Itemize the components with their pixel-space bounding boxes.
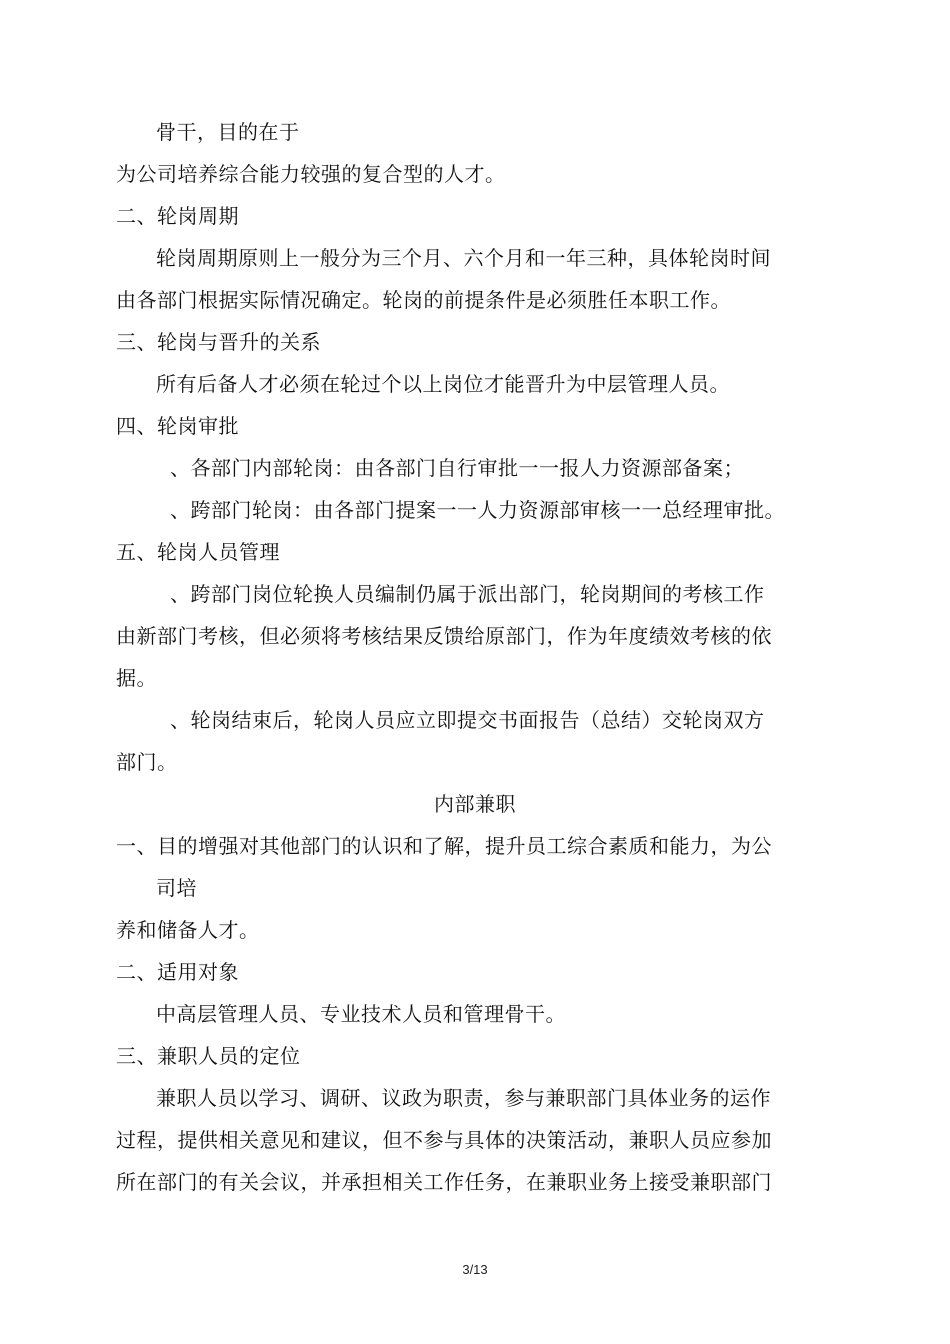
section-heading: 三、轮岗与晋升的关系 (116, 330, 321, 354)
paragraph-line: 轮岗周期原则上一般分为三个月、六个月和一年三种，具体轮岗时间 (156, 246, 771, 270)
paragraph-line: 所有后备人才必须在轮过个以上岗位才能晋升为中层管理人员。 (156, 372, 730, 396)
paragraph-line: 为公司培养综合能力较强的复合型的人才。 (116, 162, 506, 186)
paragraph-line: 养和储备人才。 (116, 918, 260, 942)
page-number: 3/13 (462, 1262, 488, 1277)
paragraph-line: 骨干，目的在于 (156, 120, 300, 144)
section-heading: 二、适用对象 (116, 960, 239, 984)
paragraph-line: 由各部门根据实际情况确定。轮岗的前提条件是必须胜任本职工作。 (116, 288, 731, 312)
paragraph-line: 过程，提供相关意见和建议，但不参与具体的决策活动，兼职人员应参加 (116, 1128, 772, 1152)
paragraph-line: 所在部门的有关会议，并承担相关工作任务，在兼职业务上接受兼职部门 (116, 1170, 772, 1194)
paragraph-line: 由新部门考核，但必须将考核结果反馈给原部门，作为年度绩效考核的依 (116, 624, 772, 648)
section-heading: 二、轮岗周期 (116, 204, 239, 228)
paragraph-line: 兼职人员以学习、调研、议政为职责，参与兼职部门具体业务的运作 (156, 1086, 771, 1110)
list-item: 、轮岗结束后，轮岗人员应立即提交书面报告（总结）交轮岗双方 (170, 708, 765, 732)
list-item: 、跨部门轮岗：由各部门提案一一人力资源部审核一一总经理审批。 (170, 498, 785, 522)
list-item: 、跨部门岗位轮换人员编制仍属于派出部门，轮岗期间的考核工作 (170, 582, 765, 606)
chapter-title: 内部兼职 (434, 792, 516, 816)
section-heading: 四、轮岗审批 (116, 414, 239, 438)
section-heading: 五、轮岗人员管理 (116, 540, 280, 564)
section-heading: 一、目的增强对其他部门的认识和了解，提升员工综合素质和能力，为公 (116, 834, 772, 858)
list-item: 、各部门内部轮岗：由各部门自行审批一一报人力资源部备案； (170, 456, 744, 480)
section-heading: 三、兼职人员的定位 (116, 1044, 301, 1068)
paragraph-line: 据。 (116, 666, 157, 690)
paragraph-line: 中高层管理人员、专业技术人员和管理骨干。 (156, 1002, 566, 1026)
paragraph-line: 部门。 (116, 750, 178, 774)
paragraph-line: 司培 (156, 876, 197, 900)
